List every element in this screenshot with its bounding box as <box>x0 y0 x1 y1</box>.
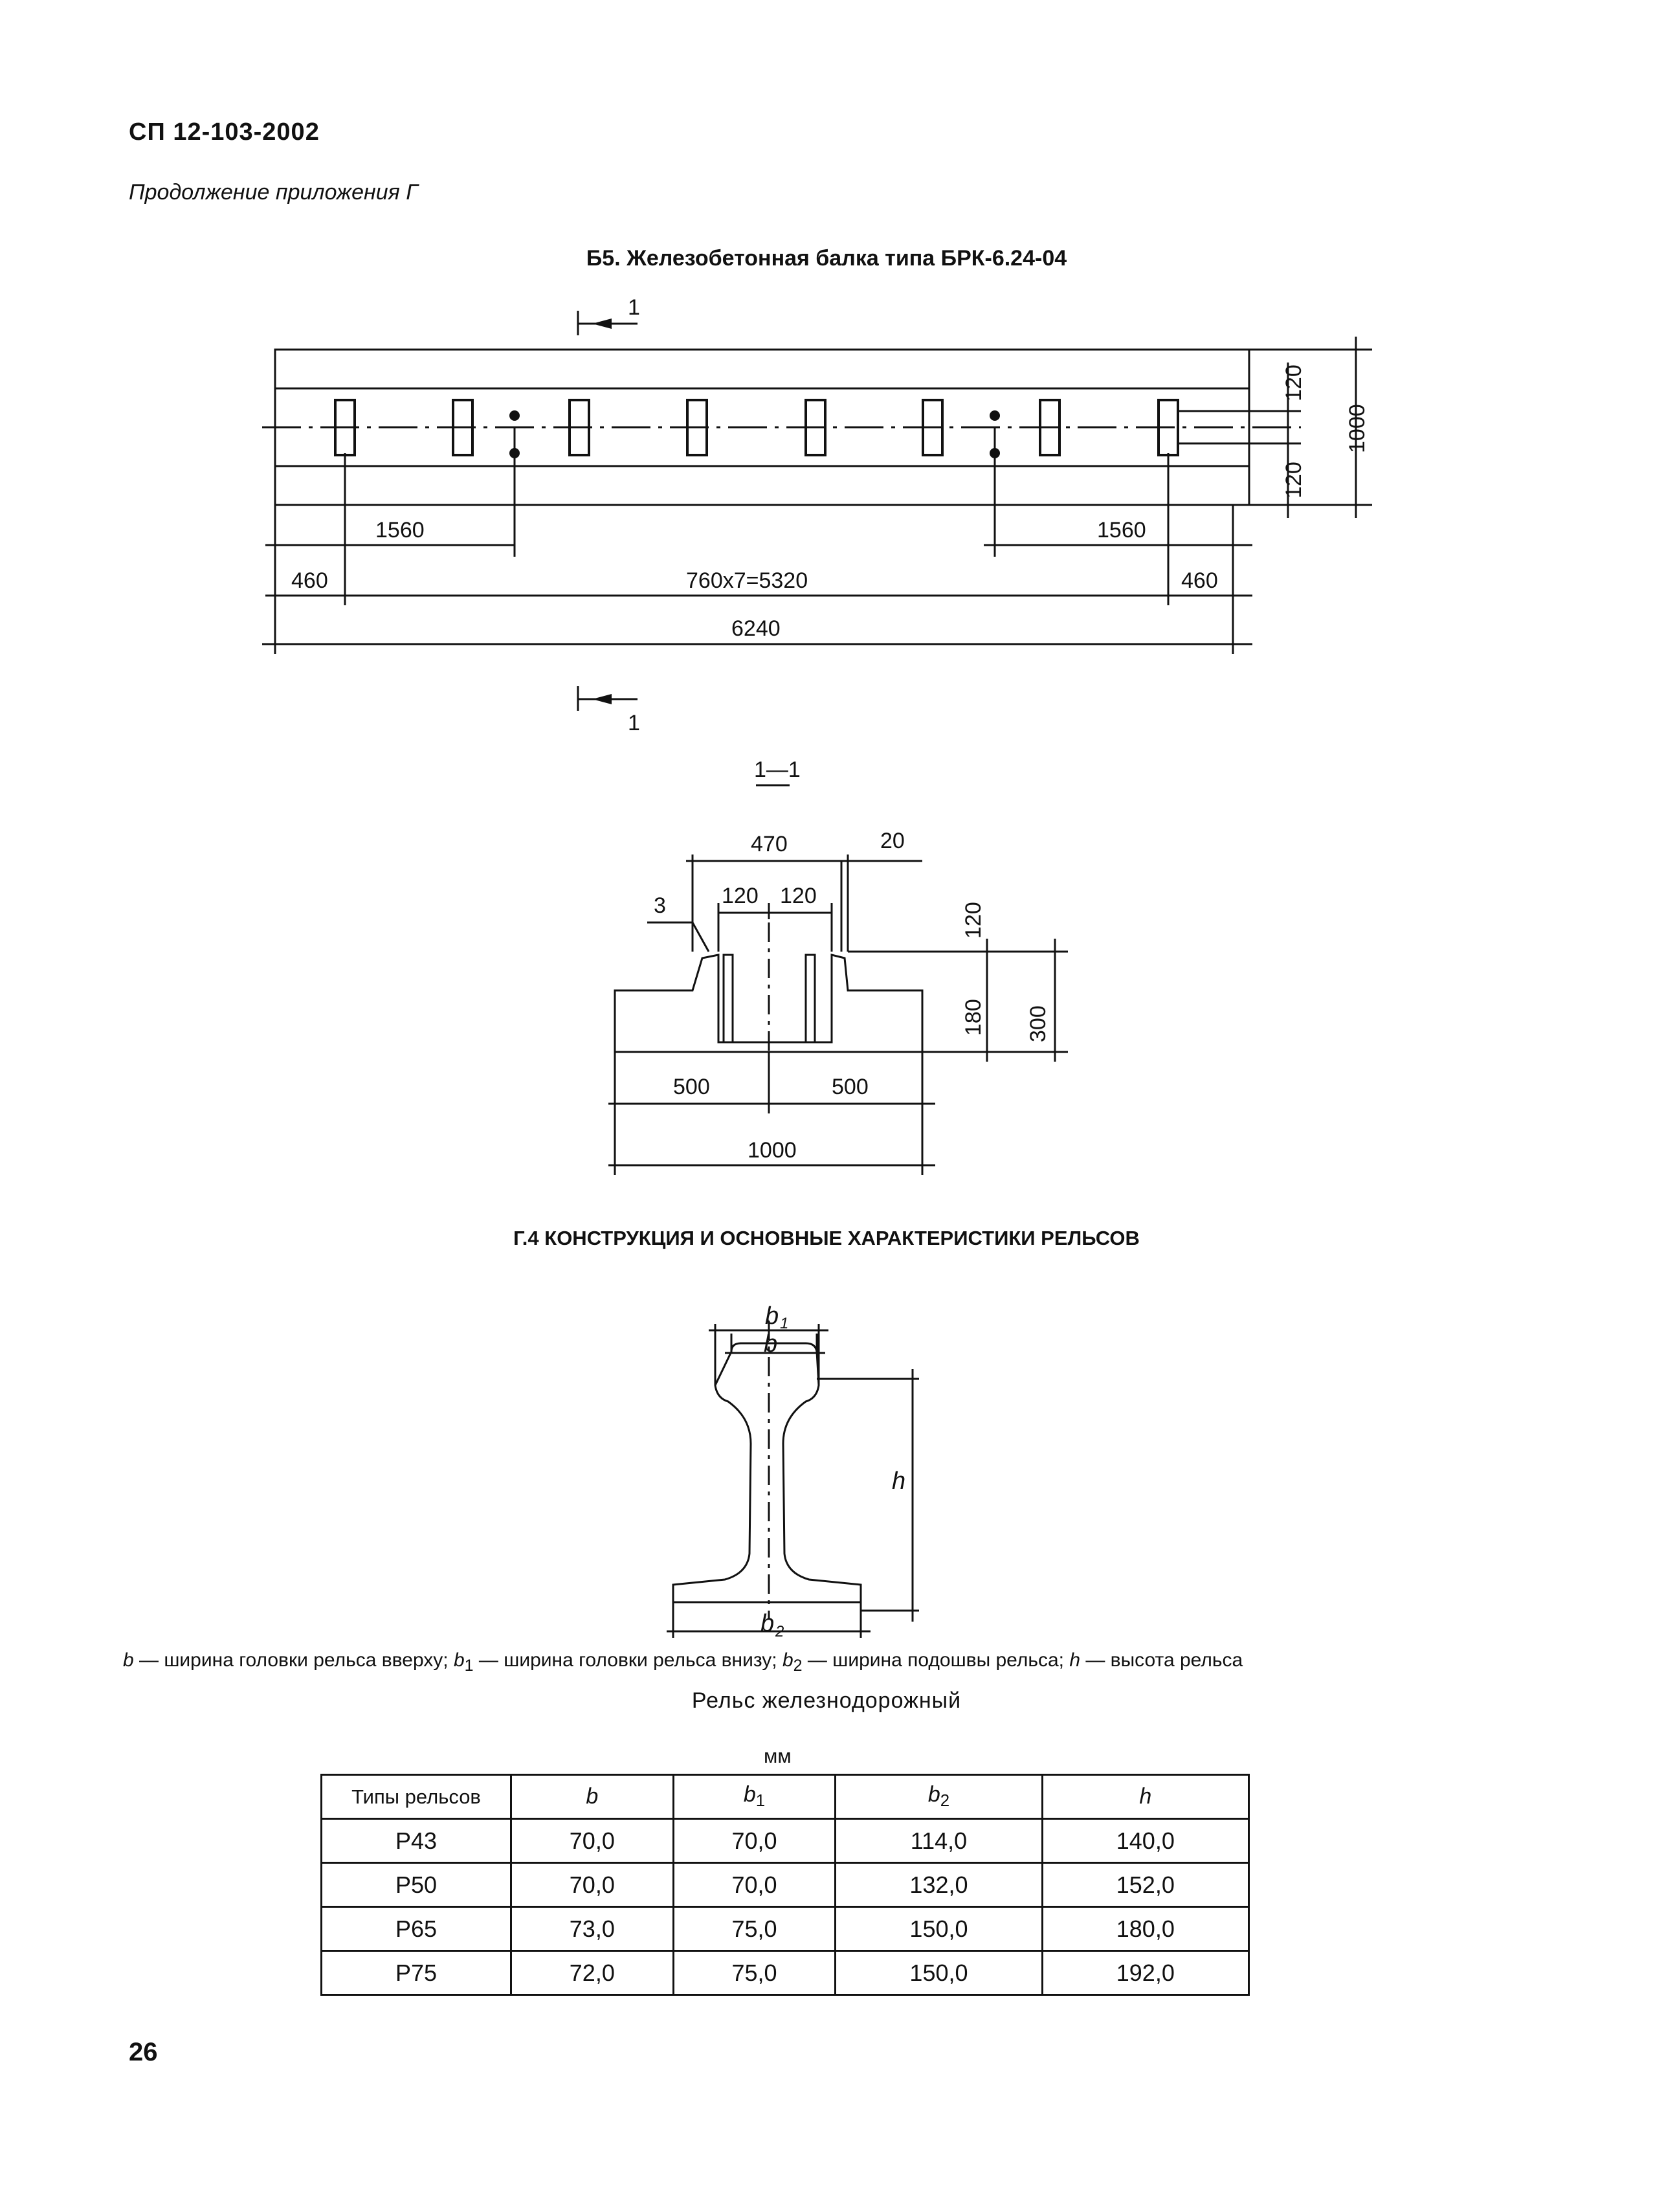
header-b: b <box>511 1775 674 1819</box>
callout-3: 3 <box>654 893 666 918</box>
rails-table <box>320 1774 1250 1996</box>
cell: 70,0 <box>511 1863 674 1907</box>
section-mark-bottom: 1 <box>628 711 640 735</box>
cell: 70,0 <box>511 1819 674 1863</box>
table-header-row <box>322 1775 1249 1819</box>
document-code: СП 12-103-2002 <box>129 118 320 146</box>
section-1-1-drawing <box>0 744 1653 1198</box>
table-caption: Рельс железнодорожный <box>691 1688 962 1713</box>
table-row <box>322 1907 1249 1951</box>
legend-h-text: — высота рельса <box>1080 1649 1243 1671</box>
label-b1: b <box>765 1302 779 1330</box>
cell: 192,0 <box>1042 1951 1248 1995</box>
cell: Р43 <box>322 1819 511 1863</box>
header-b2: $b_2$ <box>836 1775 1042 1819</box>
continuation-note: Продолжение приложения Г <box>129 180 418 205</box>
legend-b2-symbol: b <box>782 1649 793 1671</box>
cell: 114,0 <box>836 1819 1042 1863</box>
cell: 72,0 <box>511 1951 674 1995</box>
section-title: Г.4 КОНСТРУКЦИЯ И ОСНОВНЫЕ ХАРАКТЕРИСТИКИ РЕЛЬСОВ <box>513 1227 1140 1249</box>
dim-180: 180 <box>961 999 986 1036</box>
cell: Р50 <box>322 1863 511 1907</box>
dim-300: 300 <box>1026 1005 1050 1042</box>
dim-460-left: 460 <box>291 568 328 593</box>
dim-1560-right: 1560 <box>1097 518 1146 542</box>
dim-1000: 1000 <box>748 1138 797 1163</box>
beam-plan-drawing <box>0 0 1653 744</box>
dim-460-right: 460 <box>1181 568 1218 593</box>
legend-b-symbol: b <box>123 1649 134 1671</box>
cell: 75,0 <box>673 1907 836 1951</box>
section-label: 1—1 <box>754 757 801 782</box>
table-unit: мм <box>764 1745 792 1767</box>
label-b: b <box>764 1330 778 1357</box>
dim-500-right: 500 <box>832 1075 869 1099</box>
label-b2-sub: 2 <box>775 1623 784 1640</box>
dim-500-left: 500 <box>673 1075 710 1099</box>
dim-1000: 1000 <box>1345 404 1370 453</box>
legend-b1-symbol: b <box>453 1649 465 1671</box>
cell: 73,0 <box>511 1907 674 1951</box>
header-h: h <box>1042 1775 1248 1819</box>
cell: 140,0 <box>1042 1819 1248 1863</box>
dim-120-right: 120 <box>780 884 817 908</box>
symbol-legend <box>123 1649 1243 1675</box>
page-number: 26 <box>129 2038 158 2066</box>
dim-6240: 6240 <box>731 616 781 641</box>
cell: 70,0 <box>673 1863 836 1907</box>
legend-b1-text: — ширина головки рельса внизу; <box>473 1649 782 1671</box>
cell: 150,0 <box>836 1951 1042 1995</box>
cell: Р65 <box>322 1907 511 1951</box>
table-row <box>322 1951 1249 1995</box>
figure-title: Б5. Железобетонная балка типа БРК-6.24-04 <box>586 246 1067 271</box>
cell: 180,0 <box>1042 1907 1248 1951</box>
cell: 150,0 <box>836 1907 1042 1951</box>
header-b1: $b_1$ <box>673 1775 836 1819</box>
cell: Р75 <box>322 1951 511 1995</box>
legend-h-symbol: h <box>1069 1649 1081 1671</box>
dim-120-bottom: 120 <box>1281 462 1306 498</box>
legend-b1-sub: 1 <box>464 1657 474 1675</box>
legend-b2-text: — ширина подошвы рельса; <box>802 1649 1070 1671</box>
label-b1-sub: 1 <box>780 1315 789 1332</box>
header-rail-type: Типы рельсов <box>322 1775 511 1819</box>
dim-1560-left: 1560 <box>375 518 425 542</box>
cell: 75,0 <box>673 1951 836 1995</box>
section-mark-top: 1 <box>628 295 640 320</box>
dim-120-left: 120 <box>722 884 759 908</box>
dim-span: 760х7=5320 <box>686 568 808 593</box>
table-row <box>322 1863 1249 1907</box>
legend-b2-sub: 2 <box>793 1657 803 1675</box>
dim-120-top: 120 <box>1281 364 1306 401</box>
cell: 132,0 <box>836 1863 1042 1907</box>
legend-b-text: — ширина головки рельса вверху; <box>133 1649 454 1671</box>
cell: 152,0 <box>1042 1863 1248 1907</box>
cell: 70,0 <box>673 1819 836 1863</box>
dim-20: 20 <box>880 829 905 853</box>
label-b2: b <box>760 1610 775 1637</box>
dim-470: 470 <box>751 832 788 856</box>
dim-120-vertical: 120 <box>961 902 986 939</box>
label-h: h <box>892 1468 906 1495</box>
rail-profile-drawing <box>0 1269 1653 1644</box>
table-row <box>322 1819 1249 1863</box>
